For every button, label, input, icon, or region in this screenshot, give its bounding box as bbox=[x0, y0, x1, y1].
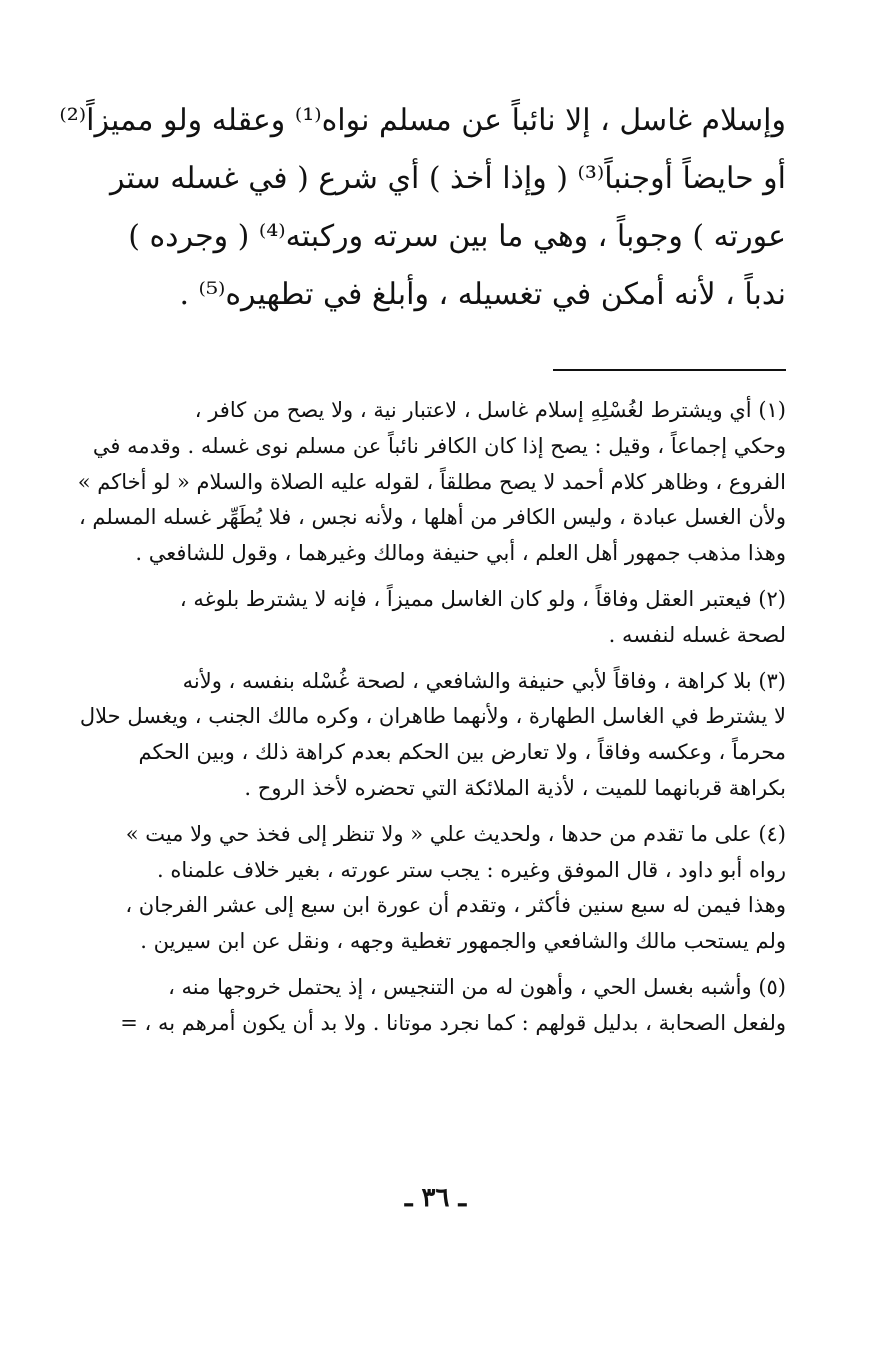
footnote-line: (٥) وأشبه بغسل الحي ، وأهون له من التنجيس ، إذ يحتمل خروجها منه ، bbox=[168, 974, 786, 999]
footnote-line: ولفعل الصحابة ، بدليل قولهم : كما نجرد موتانا . ولا بد أن يكون أمرهم به ، = bbox=[120, 1010, 786, 1035]
footnote-3 bbox=[78, 664, 786, 807]
footnote-4 bbox=[78, 817, 786, 960]
footnote-line: رواه أبو داود ، قال الموفق وغيره : يجب ستر عورته ، بغير خلاف علمناه . bbox=[157, 857, 786, 882]
main-text-line: أو حايضاً أوجنباً⁽³⁾ ( وإذا أخذ ) أي شرع ( في غسله ستر bbox=[109, 161, 786, 196]
main-text-line: وإسلام غاسل ، إلا نائباً عن مسلم نواه⁽¹⁾ وعقله ولو مميزاً⁽²⁾ bbox=[59, 103, 786, 138]
footnote-line: ولأن الغسل عبادة ، وليس الكافر من أهلها ، ولأنه نجس ، فلا يُطَهِّر غسله المسلم ، bbox=[78, 505, 786, 530]
footnote-line: (٤) على ما تقدم من حدها ، ولحديث علي « ولا تنظر إلى فخذ حي ولا ميت » bbox=[125, 821, 786, 846]
footnote-line: الفروع ، وظاهر كلام أحمد لا يصح مطلقاً ، لقوله عليه الصلاة والسلام « لو أخاكم » bbox=[77, 469, 786, 494]
footnote-line: وحكي إجماعاً ، وقيل : يصح إذا كان الكافر نائباً عن مسلم نوى غسله . وقدمه في bbox=[92, 433, 786, 458]
footnote-5 bbox=[78, 970, 786, 1042]
footnote-line: (٢) فيعتبر العقل وفاقاً ، ولو كان الغاسل مميزاً ، فإنه لا يشترط بلوغه ، bbox=[179, 586, 786, 611]
main-text-line: ندباً ، لأنه أمكن في تغسيله ، وأبلغ في تطهيره⁽⁵⁾ . bbox=[179, 277, 786, 312]
footnote-line: ولم يستحب مالك والشافعي والجمهور تغطية وجهه ، ونقل عن ابن سيرين . bbox=[140, 929, 786, 954]
footnote-1 bbox=[78, 393, 786, 572]
main-text-line: عورته ) وجوباً ، وهي ما بين سرته وركبته⁽⁴⁾ ( وجرده ) bbox=[128, 219, 786, 254]
footnote-line: وهذا مذهب جمهور أهل العلم ، أبي حنيفة ومالك وغيرهما ، وقول للشافعي . bbox=[135, 541, 786, 566]
footnote-line: لا يشترط في الغاسل الطهارة ، ولأنهما طاهران ، وكره مالك الجنب ، ويغسل حلال bbox=[79, 704, 786, 729]
footnote-line: (٣) بلا كراهة ، وفاقاً لأبي حنيفة والشافعي ، لصحة غُسْله بنفسه ، ولأنه bbox=[182, 668, 786, 693]
main-text-body bbox=[59, 92, 786, 324]
footnotes-section bbox=[78, 393, 786, 1052]
page-number: ـ ٣٦ ـ bbox=[404, 1183, 467, 1213]
footnote-line: لصحة غسله لنفسه . bbox=[608, 622, 786, 647]
footnote-line: محرماً ، وعكسه وفاقاً ، ولا تعارض بين الحكم بعدم كراهة ذلك ، وبين الحكم bbox=[138, 740, 786, 765]
footnote-separator bbox=[553, 369, 786, 371]
footnote-line: وهذا فيمن له سبع سنين فأكثر ، وتقدم أن عورة ابن سبع إلى عشر الفرجان ، bbox=[125, 893, 786, 918]
footnote-line: (١) أي ويشترط لغُسْلِهِ إسلام غاسل ، لاعتبار نية ، ولا يصح من كافر ، bbox=[194, 398, 786, 422]
footnote-2 bbox=[78, 582, 786, 654]
footnote-line: بكراهة قربانهما للميت ، لأذية الملائكة التي تحضره لأخذ الروح . bbox=[244, 775, 786, 800]
